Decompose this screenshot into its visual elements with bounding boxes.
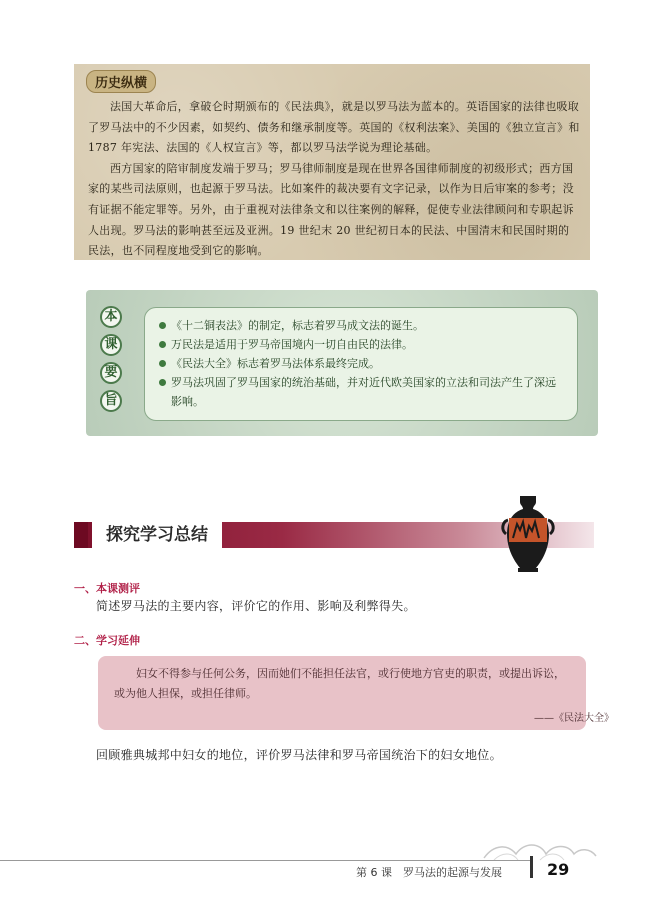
part1-heading: 一、本课测评 [74,582,140,595]
key-label-char-4: 旨 [100,390,122,412]
cloud-ornament-icon [480,836,600,862]
key-point-item: 罗马法巩固了罗马国家的统治基础，并对近代欧美国家的立法和司法产生了深远影响。 [159,373,565,411]
history-paragraph-2: 西方国家的陪审制度发端于罗马；罗马律师制度是现在世界各国律师制度的初级形式；西方国家的某些司法原则，也起源于罗马法。比如案件的裁决要有文字记录，以作为日后审案的参考；没有证据不能定罪等。另外，由于重视对法律条文和以往案例的解释，促使专业法律顾问和专职起诉人出现。罗马法的影响甚至远及亚洲。19 世纪末 20 世纪初日本的民法、中国清末和民国时期的民法，也不同程度地受到它的影响。 [88,161,574,258]
part2-text: 回顾雅典城邦中妇女的地位，评价罗马法律和罗马帝国统治下的妇女地位。 [96,748,502,762]
history-text [88,97,580,262]
key-point-item: 《民法大全》标志着罗马法体系最终完成。 [159,354,565,373]
footer-chapter: 第 6 课 罗马法的起源与发展 [356,866,502,879]
history-tag: 历史纵横 [86,70,156,93]
key-label-char-1: 本 [100,306,122,328]
key-points-list [144,307,578,421]
page-number: 29 [547,860,570,879]
part2-heading: 二、学习延伸 [74,634,140,647]
footer-line [0,860,530,861]
footer-divider [530,856,533,878]
section-header-square [74,522,88,548]
quote-text: 妇女不得参与任何公务，因而她们不能担任法官，或行使地方官吏的职责，或提出诉讼，或为他人担保，或担任律师。 [114,667,565,700]
key-point-item: 《十二铜表法》的制定，标志着罗马成文法的诞生。 [159,316,565,335]
section-title: 探究学习总结 [92,521,222,549]
history-paragraph-1: 法国大革命后，拿破仑时期颁布的《民法典》，就是以罗马法为蓝本的。英语国家的法律也吸取了罗马法中的不少因素，如契约、债务和继承制度等。英国的《权利法案》、美国的《独立宣言》和 1787 年宪法、法国的《人权宣言》等，都以罗马法学说为理论基础。 [88,100,580,155]
quote-box [98,656,586,730]
quote-source: ——《民法大全》 [534,713,614,724]
key-label-char-3: 要 [100,362,122,384]
key-point-item: 万民法是适用于罗马帝国境内一切自由民的法律。 [159,335,565,354]
part1-text: 简述罗马法的主要内容，评价它的作用、影响及利弊得失。 [96,599,416,613]
greek-amphora-icon [498,492,558,576]
key-label-char-2: 课 [100,334,122,356]
